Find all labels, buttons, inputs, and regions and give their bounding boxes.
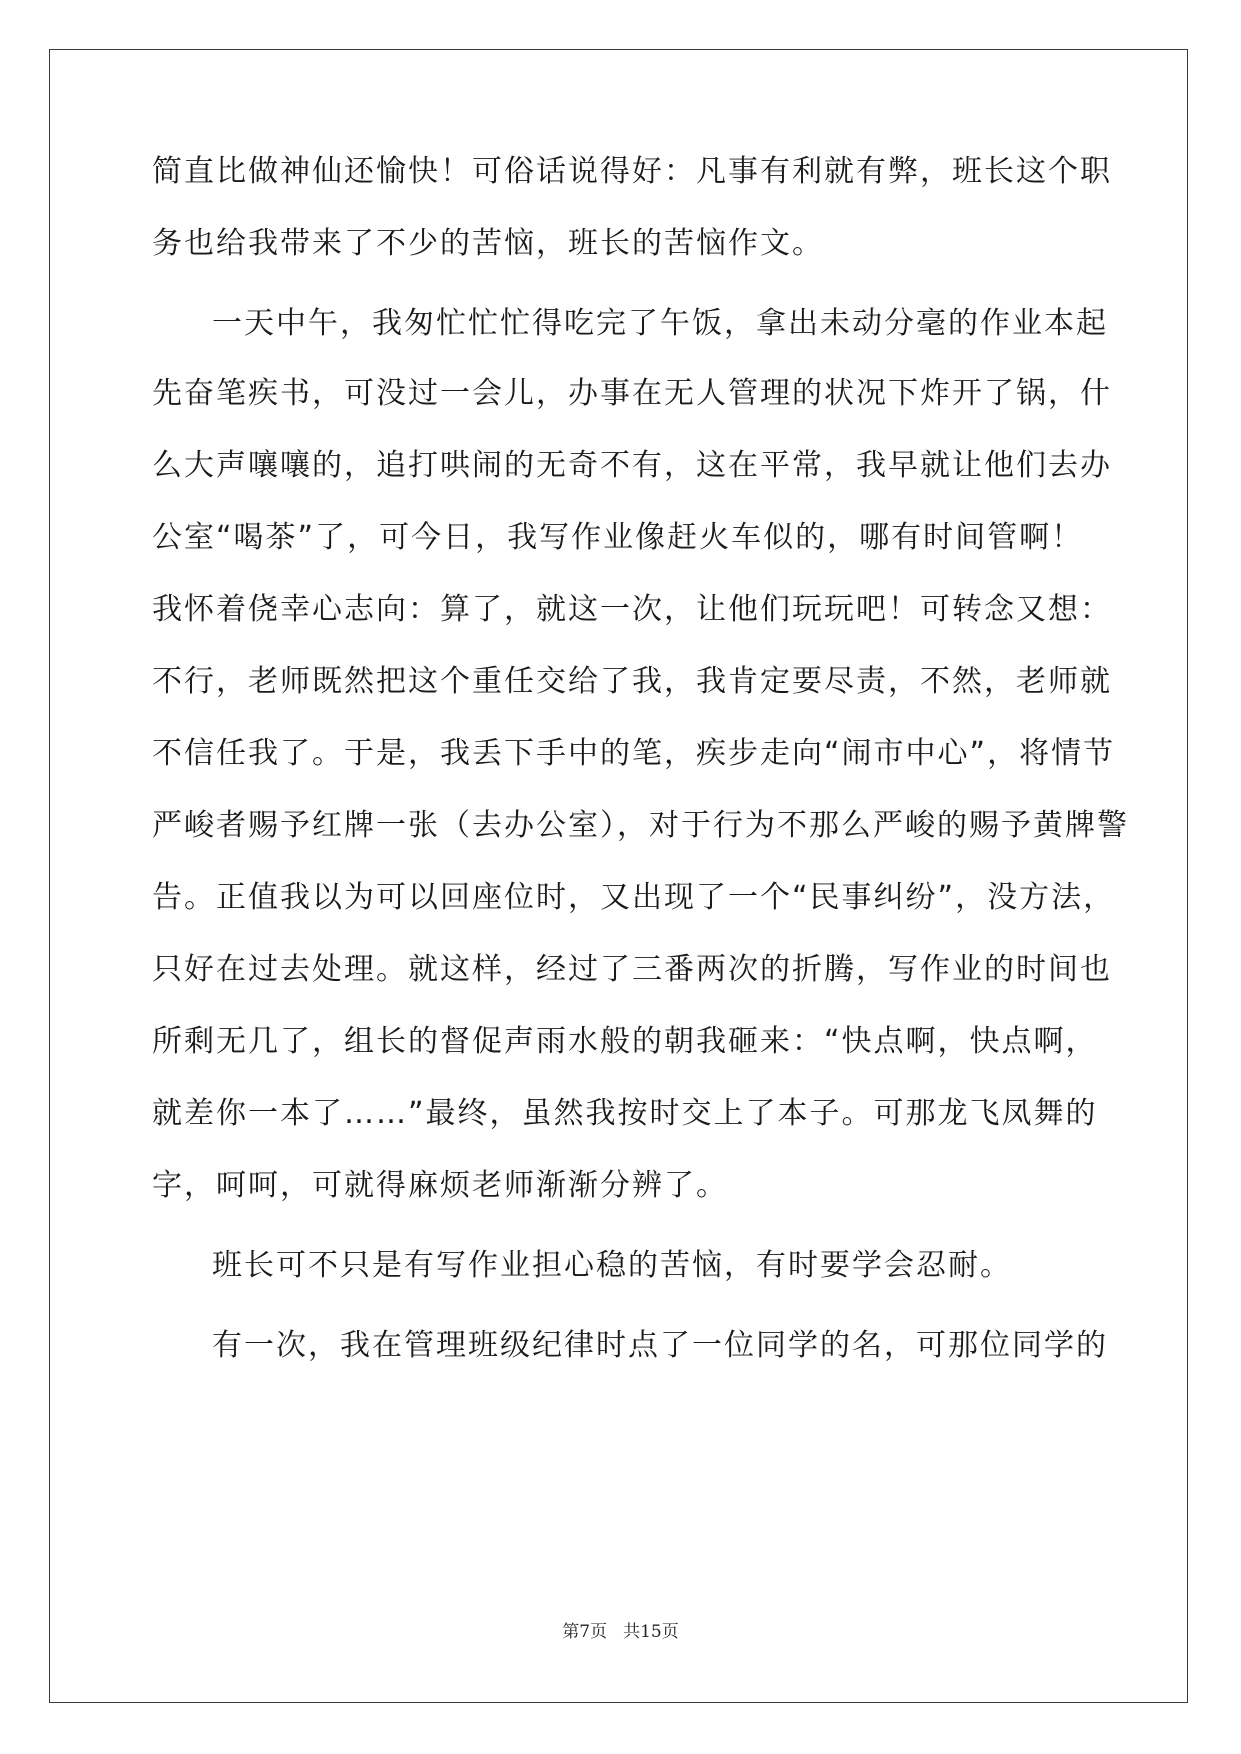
text-line: 严峻者赐予红牌一张（去办公室），对于行为不那么严峻的赐予黄牌警 [152, 808, 1129, 843]
text-line: 先奋笔疾书，可没过一会儿，办事在无人管理的状况下炸开了锅，什 [152, 376, 1112, 411]
text-line: 我怀着侥幸心志向：算了，就这一次，让他们玩玩吧！可转念又想： [152, 592, 1112, 627]
text-line: 字，呵呵，可就得麻烦老师渐渐分辨了。 [152, 1168, 728, 1203]
text-line: 公室“喝茶”了，可今日，我写作业像赶火车似的，哪有时间管啊！ [152, 520, 1084, 555]
page-border [49, 49, 1188, 1703]
text-line: 只好在过去处理。就这样，经过了三番两次的折腾，写作业的时间也 [152, 952, 1112, 987]
text-line: 不行，老师既然把这个重任交给了我，我肯定要尽责，不然，老师就 [152, 664, 1112, 699]
text-line: 简直比做神仙还愉快！可俗话说得好：凡事有利就有弊，班长这个职 [152, 154, 1112, 189]
paragraph-start-line: 一天中午，我匆忙忙忙得吃完了午饭，拿出未动分毫的作业本起 [212, 306, 1108, 341]
page-total: 共15页 [623, 1622, 679, 1642]
text-line: 务也给我带来了不少的苦恼，班长的苦恼作文。 [152, 226, 824, 261]
page-number: 第7页 [562, 1622, 608, 1642]
text-line: 所剩无几了，组长的督促声雨水般的朝我砸来：“快点啊，快点啊， [152, 1024, 1098, 1059]
text-line: 就差你一本了……”最终，虽然我按时交上了本子。可那龙飞凤舞的 [152, 1096, 1098, 1131]
text-line: 么大声嚷嚷的，追打哄闹的无奇不有，这在平常，我早就让他们去办 [152, 448, 1112, 483]
page-footer [0, 1617, 1241, 1642]
text-line: 告。正值我以为可以回座位时，又出现了一个“民事纠纷”，没方法， [152, 880, 1116, 915]
paragraph-start-line: 有一次，我在管理班级纪律时点了一位同学的名，可那位同学的 [212, 1328, 1108, 1363]
paragraph-start-line: 班长可不只是有写作业担心稳的苦恼，有时要学会忍耐。 [212, 1248, 1012, 1283]
text-line: 不信任我了。于是，我丢下手中的笔，疾步走向“闹市中心”，将情节 [152, 736, 1116, 771]
